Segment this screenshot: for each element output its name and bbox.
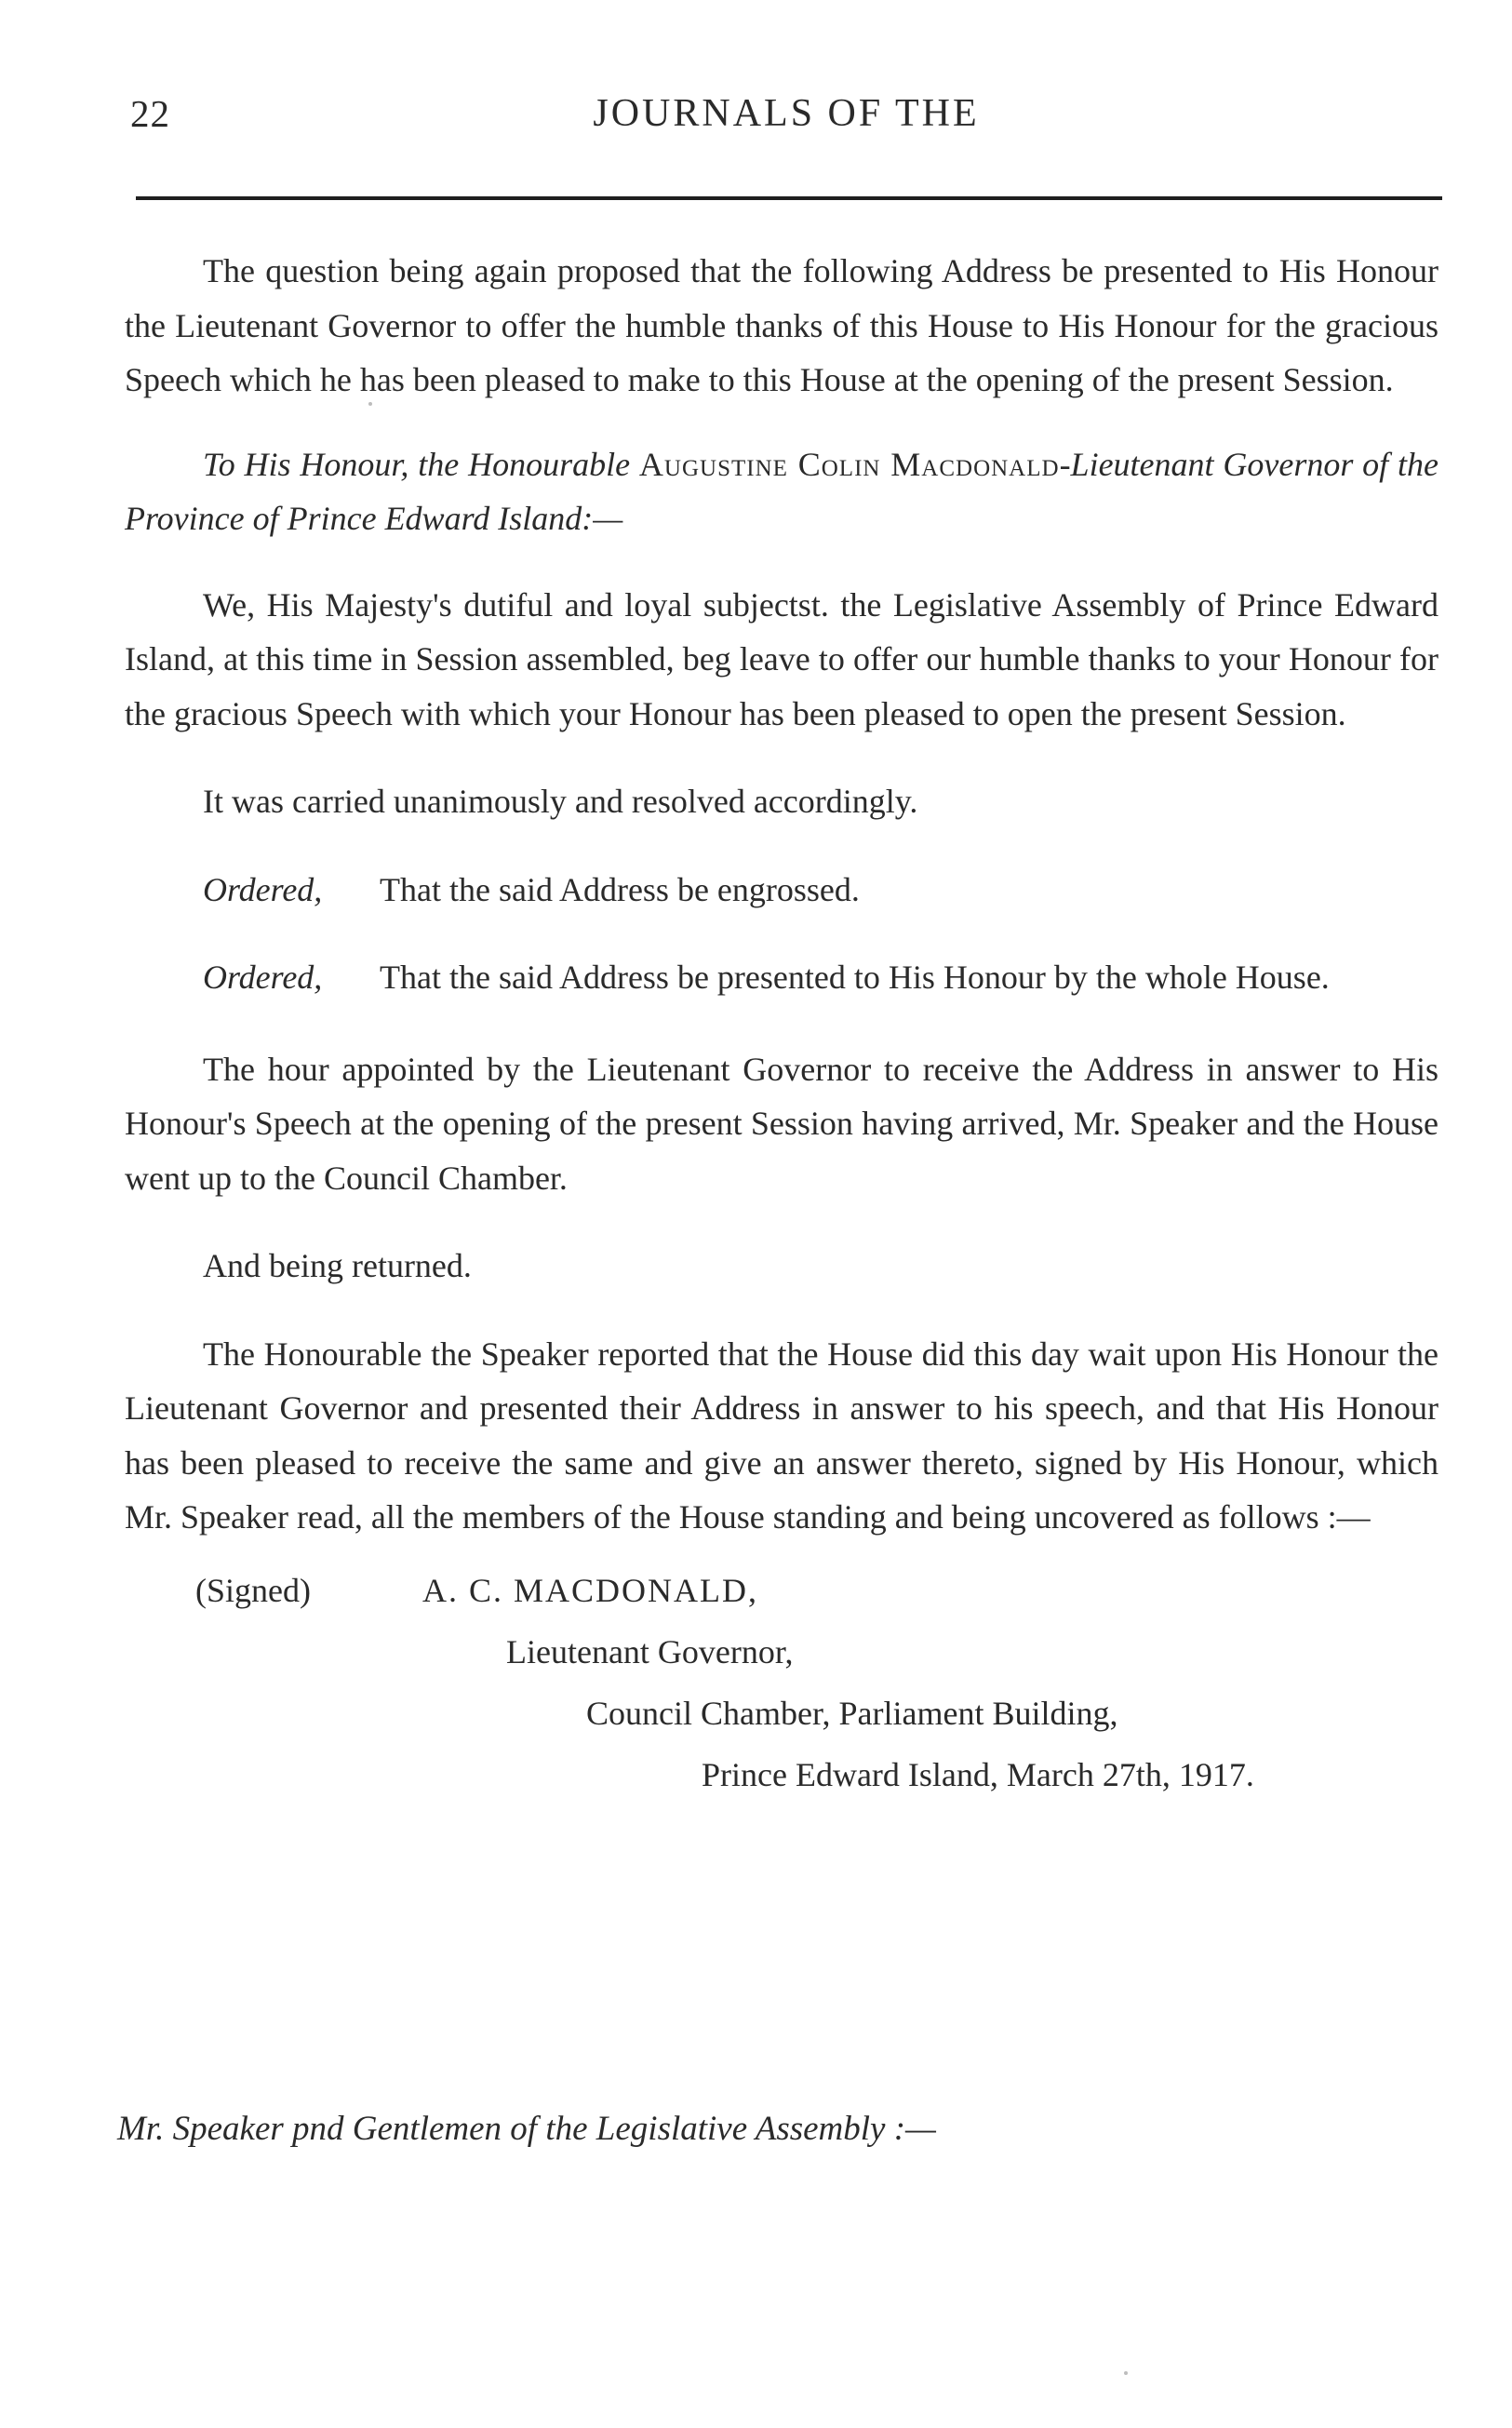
signature-date: Prince Edward Island, March 27th, 1917. — [702, 1755, 1254, 1793]
paragraph-address-body: We, His Majesty's dutiful and loyal subjectst. the Legislative Assembly of Prince Edward Island, at this time in Session assembled, beg leave to offer our humble thanks to your Honour for the gracious Speech with which your Honour has been pleased to open the present Session. — [125, 585, 1438, 732]
signature-place: Council Chamber, Parliament Building, — [586, 1694, 1118, 1732]
paragraph-address-proposal: The question being again proposed that the following Address be presented to His Honour the Lieutenant Governor to offer the humble thanks of this House to His Honour for the gracious Speech which he has been pleased to make to this House at the opening of the present Session. — [125, 252, 1438, 398]
ordered-text: That the said Address be presented to His Honour by the whole House. — [380, 959, 1330, 996]
address-title: -Lieutenant Governor of the Province of Prince Edward Island:— — [125, 445, 1438, 537]
page-number: 22 — [130, 92, 170, 135]
address-salutation: To His Honour, the Honourable — [203, 445, 639, 483]
ordered-text: That the said Address be engrossed. — [380, 870, 860, 908]
ordered-label: Ordered, — [203, 959, 323, 996]
running-head: JOURNALS OF THE — [593, 92, 980, 135]
paragraph-hour-appointed: The hour appointed by the Lieutenant Governor to receive the Address in answer to His Honour's Speech at the opening of the present Session having arrived, Mr. Speaker and the House went up to the Council Chamber. — [125, 1050, 1438, 1197]
paragraph-returned: And being returned. — [203, 1247, 472, 1284]
speech-salutation: Mr. Speaker pnd Gentlemen of the Legislative Assembly :— — [117, 2110, 936, 2148]
paragraph-address-heading — [125, 437, 1438, 546]
paragraph-carried: It was carried unanimously and resolved accordingly. — [203, 783, 918, 820]
ordered-label: Ordered, — [203, 870, 323, 908]
body-text — [125, 244, 1438, 1815]
signature-block — [125, 1563, 1438, 1815]
governor-name: Augustine Colin Macdonald — [638, 445, 1060, 483]
header-rule — [136, 196, 1442, 200]
page-header — [130, 91, 1442, 147]
paper-speck — [368, 402, 372, 406]
paragraph-ordered-presented — [125, 950, 1438, 1005]
paper-speck — [1124, 2371, 1128, 2375]
paragraph-speaker-report: The Honourable the Speaker reported that the House did this day wait upon His Honour the Lieutenant Governor and presented their Address in answer to his speech, and that His Honour has been pleased to receive the same and give an answer thereto, signed by His Honour, which Mr. Speaker read, all the members of the House standing and being uncovered as follows :— — [125, 1335, 1438, 1536]
signed-label: (Signed) — [195, 1571, 311, 1609]
signatory-name: A. C. MACDONALD, — [422, 1571, 759, 1609]
signatory-title: Lieutenant Governor, — [506, 1632, 794, 1670]
paragraph-ordered-engrossed — [125, 863, 1438, 918]
